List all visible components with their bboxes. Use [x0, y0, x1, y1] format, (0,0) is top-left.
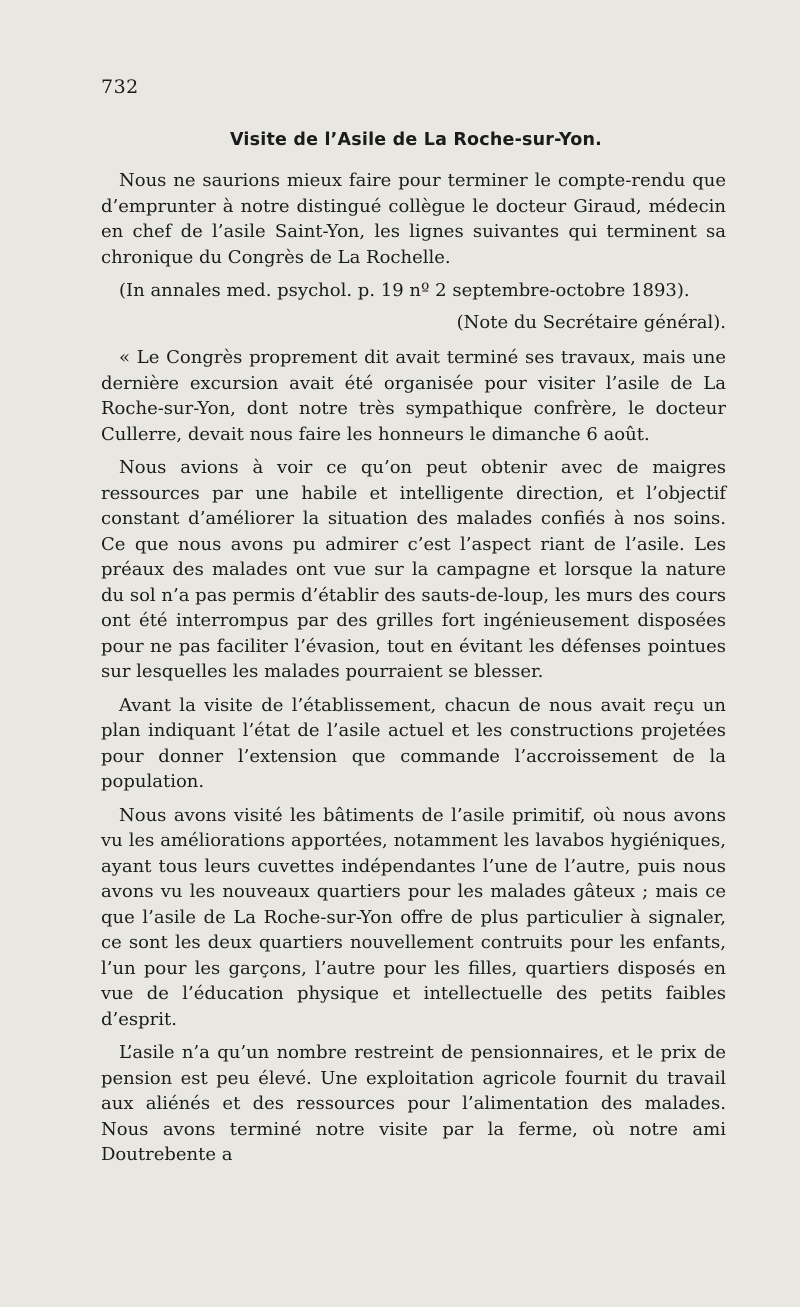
paragraph-congres: « Le Congrès proprement dit avait terminé ses travaux, mais une dernière excursion avait été organisée pour visiter l’asile de La Roche-sur-Yon, dont notre très sympathique confrère, le docteur Cullerre, devait nous faire les honneurs le dimanche 6 août. [101, 347, 726, 445]
section-title: Visite de l’Asile de La Roche-sur-Yon. [230, 130, 603, 150]
editor-note: (Note du Secrétaire général). [456, 311, 726, 333]
paragraph-pension: L’asile n’a qu’un nombre restreint de pensionnaires, et le prix de pension est peu élevé. Une exploitation agricole fournit du travail aux aliénés et des ressources pour l’alimentation des malades. Nous avons terminé notre visite par la ferme, où notre ami Doutrebente a [101, 1042, 726, 1165]
intro-paragraph: Nous ne saurions mieux faire pour terminer le compte-rendu que d’emprunter à notre distingué collègue le docteur Giraud, médecin en chef de l’asile Saint-Yon, les lignes suivantes qui terminent sa chronique du Congrès de La Rochelle. [101, 170, 726, 268]
paragraph-batiments: Nous avons visité les bâtiments de l’asile primitif, où nous avons vu les améliorations apportées, notamment les lavabos hygiéniques, ayant tous leurs cuvettes indépendantes l’une de l’autre, puis nous avons vu les nouveaux quartiers pour les malades gâteux ; mais ce que l’asile de La Roche-sur-Yon offre de plus particulier à signaler, ce sont les deux quartiers nouvellement contruits pour les enfants, l’un pour les garçons, l’autre pour les filles, quartiers disposés en vue de l’éducation physique et intellectuelle des petits faibles d’esprit. [101, 804, 726, 1030]
page-number: 732 [101, 76, 139, 98]
reference-line: (In annales med. psychol. p. 19 nº 2 septembre-octobre 1893). [119, 280, 690, 301]
paragraph-plan: Avant la visite de l’établissement, chacun de nous avait reçu un plan indiquant l’état de l’asile actuel et les constructions projetées pour donner l’extension que commande l’accroissement de la population. [101, 694, 726, 792]
body-text [101, 168, 726, 1168]
paragraph-ressources: Nous avions à voir ce qu’on peut obtenir avec de maigres ressources par une habile et intelligente direction, et l’objectif constant d’améliorer la situation des malades confiés à nos soins. Ce que nous avons pu admirer c’est l’aspect riant de l’asile. Les préaux des malades ont vue sur la campagne et lorsque la nature du sol n’a pas permis d’établir des sauts-de-loup, les murs des cours ont été interrompus par des grilles fort ingénieusement disposées pour ne pas faciliter l’évasion, tout en évitant les défenses pointues sur lesquelles les malades pourraient se blesser. [101, 457, 726, 682]
